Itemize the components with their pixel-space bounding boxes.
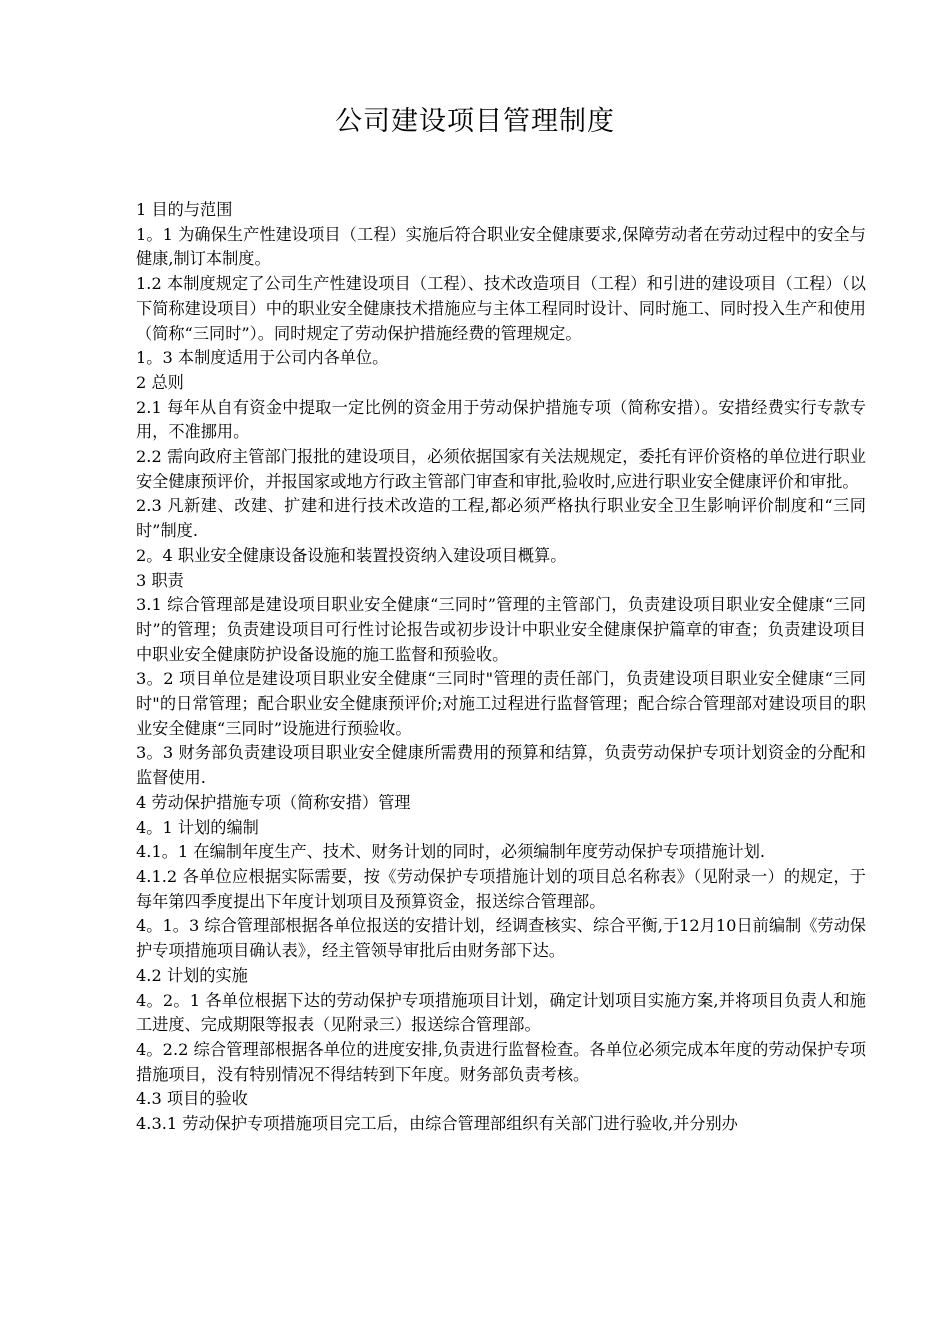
paragraph-1-2: 1.2 本制度规定了公司生产性建设项目（工程）、技术改造项目（工程）和引进的建设项目（工程）（以下简称建设项目）中的职业安全健康技术措施应与主体工程同时设计、同时施工、同时投入生产和使用（简称“三同时”）。同时规定了劳动保护措施经费的管理规定。 (136, 274, 866, 343)
section-heading-4: 4 劳动保护措施专项（简称安措）管理 (136, 792, 411, 812)
paragraph-4-1-3: 4。1。3 综合管理部根据各单位报送的安措计划，经调查核实、综合平衡,于12月10日前编制《劳动保护专项措施项目确认表》，经主管领导审批后由财务部下达。 (136, 916, 866, 961)
paragraph-2-3: 2.3 凡新建、改建、扩建和进行技术改造的工程,都必须严格执行职业安全卫生影响评价制度和“三同时”制度. (136, 496, 866, 541)
paragraph-4-3-1: 4.3.1 劳动保护专项措施项目完工后，由综合管理部组织有关部门进行验收,并分别办 (136, 1114, 738, 1134)
paragraph-4-1-2: 4.1.2 各单位应根据实际需要，按《劳动保护专项措施计划的项目总名称表》（见附录一）的规定，于每年第四季度提出下年度计划项目及预算资金，报送综合管理部。 (136, 866, 866, 911)
subsection-heading-4-3: 4.3 项目的验收 (136, 1089, 248, 1109)
section-heading-1: 1 目的与范围 (136, 200, 233, 219)
paragraph-4-1-1: 4.1。1 在编制年度生产、技术、财务计划的同时，必须编制年度劳动保护专项措施计划. (136, 842, 766, 862)
document-body (136, 198, 866, 1137)
paragraph-2-1: 2.1 每年从自有资金中提取一定比例的资金用于劳动保护措施专项（简称安措）。安措经费实行专款专用，不准挪用。 (136, 397, 866, 442)
paragraph-4-2-1: 4。2。1 各单位根据下达的劳动保护专项措施项目计划，确定计划项目实施方案,并将项目负责人和施工进度、完成期限等报表（见附录三）报送综合管理部。 (136, 990, 866, 1035)
section-heading-3: 3 职责 (136, 570, 184, 590)
document-title: 公司建设项目管理制度 (335, 106, 615, 137)
subsection-heading-4-1: 4。1 计划的编制 (136, 817, 259, 837)
section-heading-2: 2 总则 (136, 372, 184, 392)
paragraph-3-3: 3。3 财务部负责建设项目职业安全健康所需费用的预算和结算，负责劳动保护专项计划资金的分配和监督使用. (136, 743, 866, 788)
paragraph-4-2-2: 4。2.2 综合管理部根据各单位的进度安排,负责进行监督检查。各单位必须完成本年度的劳动保护专项措施项目，没有特别情况不得结转到下年度。财务部负责考核。 (136, 1039, 866, 1084)
paragraph-1-1: 1。1 为确保生产性建设项目（工程）实施后符合职业安全健康要求,保障劳动者在劳动过程中的安全与健康,制订本制度。 (136, 224, 866, 269)
paragraph-3-1: 3.1 综合管理部是建设项目职业安全健康“三同时”管理的主管部门，负责建设项目职业安全健康“三同时”的管理；负责建设项目可行性讨论报告或初步设计中职业安全健康保护篇章的审查；负责建设项目中职业安全健康防护设备设施的施工监督和预验收。 (136, 595, 866, 664)
subsection-heading-4-2: 4.2 计划的实施 (136, 965, 248, 985)
paragraph-1-3: 1。3 本制度适用于公司内各单位。 (136, 348, 389, 368)
paragraph-2-4: 2。4 职业安全健康设备设施和装置投资纳入建设项目概算。 (136, 545, 567, 565)
paragraph-3-2: 3。2 项目单位是建设项目职业安全健康“三同时"管理的责任部门，负责建设项目职业安全健康“三同时"的日常管理；配合职业安全健康预评价;对施工过程进行监督管理；配合综合管理部对建设项目的职业安全健康“三同时”设施进行预验收。 (136, 669, 866, 738)
paragraph-2-2: 2.2 需向政府主管部门报批的建设项目，必须依据国家有关法规规定，委托有评价资格的单位进行职业安全健康预评价，并报国家或地方行政主管部门审查和审批,验收时,应进行职业安全健康评价和审批。 (136, 447, 866, 491)
